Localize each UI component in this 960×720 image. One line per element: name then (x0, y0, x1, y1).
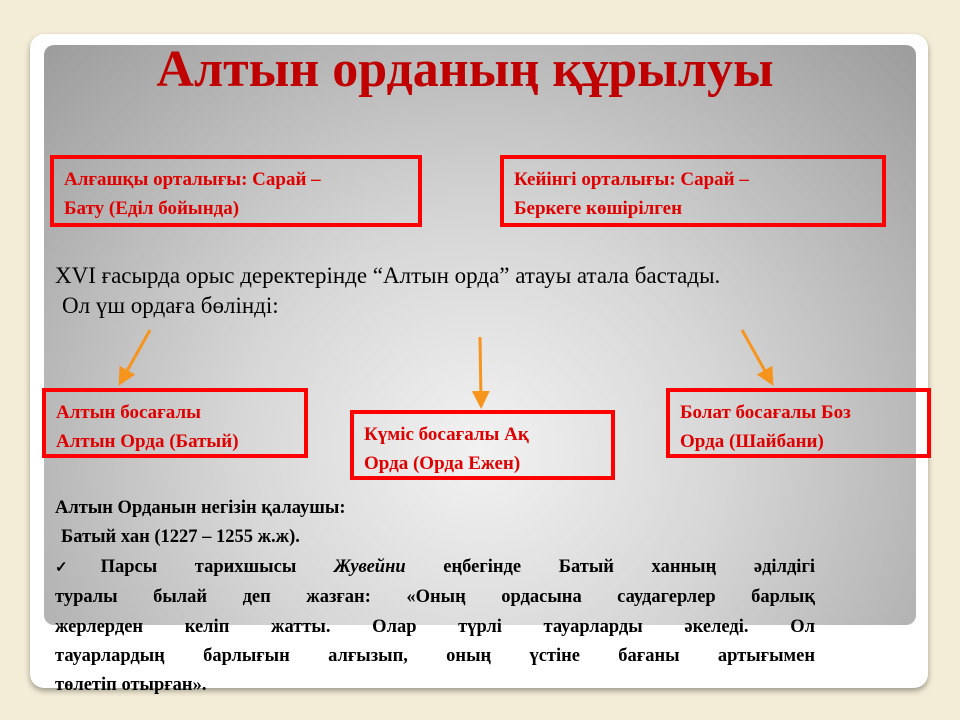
white-horde-line1: Күміс босағалы Ақ (364, 424, 529, 445)
founder-label: Алтын Орданын негізін қалаушы: (55, 498, 346, 518)
quote-intro: Парсы тарихшысы (100, 556, 334, 577)
early-center-line1: Алғашқы орталығы: Сарай – (64, 169, 321, 190)
quote-line2: туралы былай деп жазған: «Оның ордасына саудагерлер барлық (55, 587, 815, 608)
intro-line1: XVI ғасырда орыс деректерінде “Алтын орда” атауы атала бастады. (55, 263, 721, 288)
quote-author: Жувейни (333, 556, 406, 577)
founder-text (55, 494, 815, 701)
early-center-line2: Бату (Еділ бойында) (64, 198, 240, 219)
blue-horde-line2: Орда (Шайбани) (680, 431, 824, 452)
quote-line1 (55, 553, 815, 583)
blue-horde-box (666, 388, 931, 458)
white-horde-box (350, 410, 615, 480)
arrow-left-icon (123, 330, 150, 378)
golden-horde-line1: Алтын босағалы (56, 402, 201, 423)
golden-horde-box (42, 388, 308, 458)
founder-name: Батый хан (1227 – 1255 ж.ж). (61, 527, 300, 548)
intro-line2: Ол үш ордаға бөлінді: (62, 293, 279, 318)
quote-text: еңбегінде Батый ханның әділдігі (443, 556, 815, 577)
slide-title: Алтын орданың құрылуы (156, 41, 774, 98)
arrow-right-icon (742, 330, 769, 378)
golden-horde-line2: Алтын Орда (Батый) (56, 431, 239, 452)
later-center-line2: Беркеге көшірілген (514, 198, 683, 219)
later-center-line1: Кейінгі орталығы: Сарай – (514, 169, 749, 190)
blue-horde-line1: Болат босағалы Боз (680, 402, 851, 423)
quote-line4: тауарлардың барлығын алғызып, оның үстіне бағаны артығымен (55, 646, 815, 667)
check-icon: ✓ (55, 559, 101, 576)
quote-line3: жерлерден келіп жатты. Олар түрлі тауарларды әкеледі. Ол (55, 616, 815, 637)
arrow-center-icon (480, 337, 481, 400)
quote-line5: төлетіп отырған». (55, 675, 207, 696)
white-horde-line2: Орда (Орда Ежен) (364, 453, 521, 474)
